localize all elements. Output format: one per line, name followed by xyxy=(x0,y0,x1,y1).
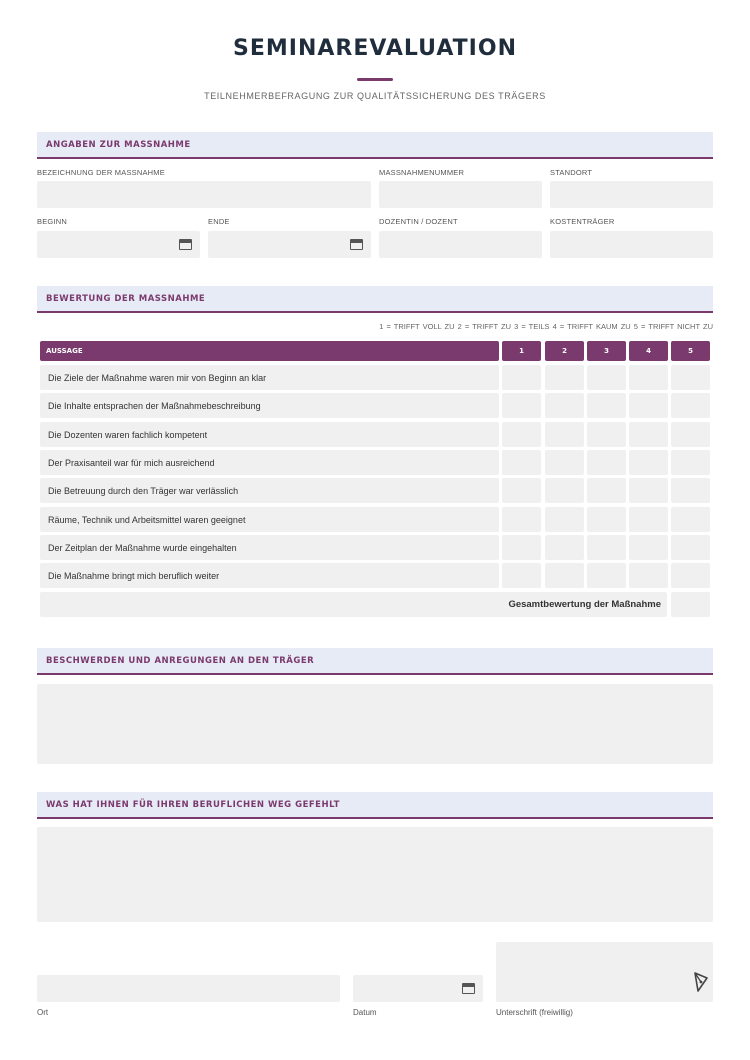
rating-cell-3[interactable] xyxy=(587,365,626,390)
rating-cell-1[interactable] xyxy=(502,478,541,503)
rating-cell-2[interactable] xyxy=(545,450,584,475)
total-rating-label-cell xyxy=(40,592,667,617)
scale-header-4: 4 xyxy=(629,341,668,361)
statement-row xyxy=(40,393,499,418)
statement-row xyxy=(40,507,499,532)
rating-cell-4[interactable] xyxy=(629,450,668,475)
rating-cell-3[interactable] xyxy=(587,507,626,532)
statement-row xyxy=(40,450,499,475)
page-subtitle: TEILNEHMERBEFRAGUNG ZUR QUALITÄTSSICHERUNG DES TRÄGERS xyxy=(204,91,546,101)
rating-cell-3[interactable] xyxy=(587,422,626,447)
rating-cell-2[interactable] xyxy=(545,365,584,390)
rating-cell-4[interactable] xyxy=(629,507,668,532)
rating-cell-5[interactable] xyxy=(671,450,710,475)
statement-text: Räume, Technik und Arbeitsmittel waren geeignet xyxy=(48,515,246,525)
section-header-massnahme xyxy=(37,132,713,159)
statement-text: Die Dozenten waren fachlich kompetent xyxy=(48,430,208,440)
rating-cell-5[interactable] xyxy=(671,393,710,418)
signature-pen-icon xyxy=(693,972,709,992)
rating-cell-1[interactable] xyxy=(502,422,541,447)
calendar-icon[interactable] xyxy=(350,239,363,250)
rating-cell-4[interactable] xyxy=(629,422,668,447)
statement-text: Die Ziele der Maßnahme waren mir von Beginn an klar xyxy=(48,373,267,383)
statement-row xyxy=(40,535,499,560)
section-header-beschwerden xyxy=(37,648,713,675)
rating-cell-5[interactable] xyxy=(671,365,710,390)
standort-field[interactable] xyxy=(550,181,713,208)
rating-cell-5[interactable] xyxy=(671,422,710,447)
label-nummer: MASSNAHMENUMMER xyxy=(379,168,465,177)
label-beginn: BEGINN xyxy=(37,217,67,226)
statement-column-header xyxy=(40,341,499,361)
rating-cell-4[interactable] xyxy=(629,535,668,560)
rating-cell-2[interactable] xyxy=(545,478,584,503)
label-kostentraeger: KOSTENTRÄGER xyxy=(550,217,615,226)
calendar-icon[interactable] xyxy=(179,239,192,250)
rating-cell-4[interactable] xyxy=(629,478,668,503)
statement-text: Die Inhalte entsprachen der Maßnahmebeschreibung xyxy=(48,401,261,411)
unterschrift-label: Unterschrift (freiwillig) xyxy=(496,1008,573,1017)
statement-header-label: AUSSAGE xyxy=(46,347,83,355)
section-title: BEWERTUNG DER MASSNAHME xyxy=(46,294,206,304)
rating-cell-1[interactable] xyxy=(502,393,541,418)
label-standort: STANDORT xyxy=(550,168,593,177)
rating-cell-3[interactable] xyxy=(587,563,626,588)
section-title: WAS HAT IHNEN FÜR IHREN BERUFLICHEN WEG GEFEHLT xyxy=(46,800,340,810)
rating-cell-1[interactable] xyxy=(502,563,541,588)
page-title: SEMINAREVALUATION xyxy=(233,36,517,61)
massnahmenummer-field[interactable] xyxy=(379,181,542,208)
rating-cell-3[interactable] xyxy=(587,478,626,503)
datum-label: Datum xyxy=(353,1008,377,1017)
rating-cell-5[interactable] xyxy=(671,478,710,503)
rating-cell-4[interactable] xyxy=(629,365,668,390)
rating-cell-2[interactable] xyxy=(545,563,584,588)
ort-field[interactable] xyxy=(37,975,340,1002)
title-divider xyxy=(357,78,393,81)
rating-cell-3[interactable] xyxy=(587,535,626,560)
rating-cell-4[interactable] xyxy=(629,393,668,418)
rating-cell-2[interactable] xyxy=(545,422,584,447)
rating-cell-5[interactable] xyxy=(671,535,710,560)
section-header-bewertung xyxy=(37,286,713,313)
rating-cell-2[interactable] xyxy=(545,393,584,418)
dozent-field[interactable] xyxy=(379,231,542,258)
total-rating-label: Gesamtbewertung der Maßnahme xyxy=(508,599,661,610)
statement-text: Der Praxisanteil war für mich ausreichend xyxy=(48,458,215,468)
statement-text: Der Zeitplan der Maßnahme wurde eingehalten xyxy=(48,543,237,553)
kostentraeger-field[interactable] xyxy=(550,231,713,258)
beginn-date-field[interactable] xyxy=(37,231,200,258)
signature-field[interactable] xyxy=(496,942,713,1002)
ende-date-field[interactable] xyxy=(208,231,371,258)
scale-header-3: 3 xyxy=(587,341,626,361)
statement-row xyxy=(40,563,499,588)
statement-row xyxy=(40,365,499,390)
rating-cell-1[interactable] xyxy=(502,365,541,390)
rating-cell-3[interactable] xyxy=(587,450,626,475)
gefehlt-textarea[interactable] xyxy=(37,827,713,922)
bezeichnung-field[interactable] xyxy=(37,181,371,208)
scale-header-2: 2 xyxy=(545,341,584,361)
rating-cell-1[interactable] xyxy=(502,535,541,560)
rating-cell-5[interactable] xyxy=(671,563,710,588)
calendar-icon[interactable] xyxy=(462,983,475,994)
label-ende: ENDE xyxy=(208,217,230,226)
ort-label: Ort xyxy=(37,1008,49,1017)
scale-header-5: 5 xyxy=(671,341,710,361)
statement-text: Die Maßnahme bringt mich beruflich weiter xyxy=(48,571,220,581)
label-dozent: DOZENTIN / DOZENT xyxy=(379,217,458,226)
rating-cell-4[interactable] xyxy=(629,563,668,588)
rating-cell-3[interactable] xyxy=(587,393,626,418)
section-header-gefehlt xyxy=(37,792,713,819)
section-title: BESCHWERDEN UND ANREGUNGEN AN DEN TRÄGER xyxy=(46,656,315,666)
rating-cell-2[interactable] xyxy=(545,535,584,560)
scale-header-1: 1 xyxy=(502,341,541,361)
total-rating-input[interactable] xyxy=(671,592,710,617)
rating-cell-1[interactable] xyxy=(502,450,541,475)
rating-cell-1[interactable] xyxy=(502,507,541,532)
beschwerden-textarea[interactable] xyxy=(37,684,713,764)
rating-cell-2[interactable] xyxy=(545,507,584,532)
label-bezeichnung: BEZEICHNUNG DER MASSNAHME xyxy=(37,168,165,177)
datum-field[interactable] xyxy=(353,975,483,1002)
statement-row xyxy=(40,422,499,447)
rating-cell-5[interactable] xyxy=(671,507,710,532)
section-title: ANGABEN ZUR MASSNAHME xyxy=(46,140,191,150)
rating-legend: 1 = TRIFFT VOLL ZU 2 = TRIFFT ZU 3 = TEILS 4 = TRIFFT KAUM ZU 5 = TRIFFT NICHT ZU xyxy=(379,322,713,331)
statement-row xyxy=(40,478,499,503)
statement-text: Die Betreuung durch den Träger war verlässlich xyxy=(48,486,239,496)
